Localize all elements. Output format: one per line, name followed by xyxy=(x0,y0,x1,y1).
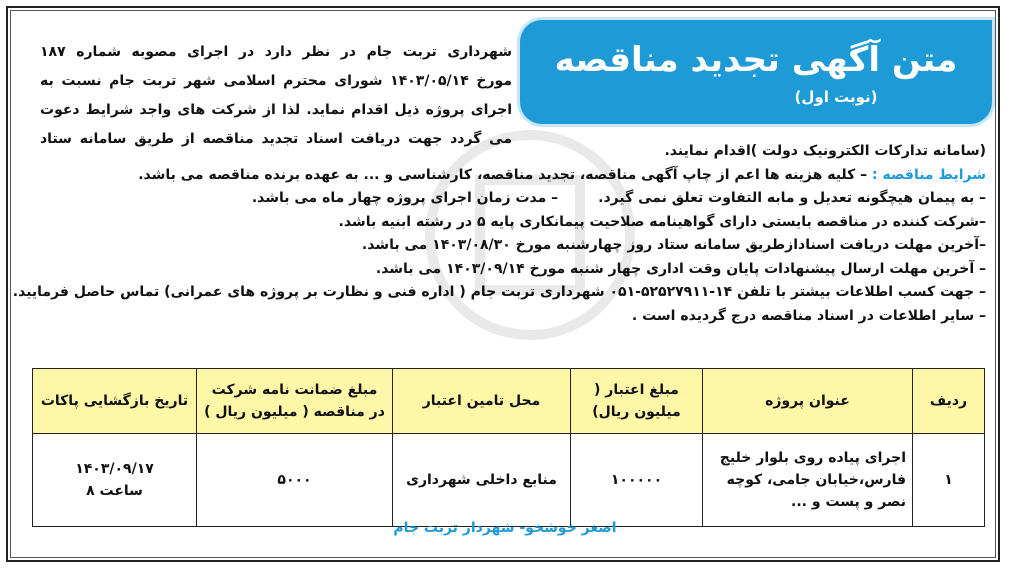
body-line xyxy=(24,187,986,211)
body-line-text: – کلیه هزینه ها اعم از چاپ آگهی مناقصه، تجدید مناقصه، کارشناسی و ... به عهده برنده مناقصه می باشد. xyxy=(138,166,868,183)
cell-opening-date xyxy=(33,434,197,527)
conditions-block xyxy=(12,140,986,328)
cell-credit-amount: ۱۰۰۰۰۰ xyxy=(571,434,703,527)
opening-date: ۱۴۰۳/۰۹/۱۷ xyxy=(75,461,154,477)
body-line: –آخرین مهلت دریافت اسنادازطریق سامانه ستاد روز چهارشنبه مورخ ۱۴۰۳/۰۸/۳۰ می باشد. xyxy=(361,237,986,253)
header-project-title: عنوان پروژه xyxy=(703,369,913,434)
title-banner xyxy=(520,20,992,124)
body-line: – آخرین مهلت ارسال پیشنهادات پایان وقت اداری چهار شنبه مورخ ۱۴۰۳/۰۹/۱۴ می باشد. xyxy=(375,260,986,277)
header-radif: ردیف xyxy=(913,369,985,434)
cell-guarantee-amount: ۵۰۰۰ xyxy=(197,434,393,527)
body-line-text: – مدت زمان اجرای پروژه چهار ماه می باشد. xyxy=(251,190,559,206)
body-line: –شرکت کننده در مناقصه بایستی دارای گواهینامه صلاحیت پیمانکاری پایه ۵ در رشته ابنیه باشد. xyxy=(338,213,986,230)
project-table xyxy=(32,368,985,527)
body-line: – جهت کسب اطلاعات بیشتر با تلفن ۱۴-۵۲۵۲۷۹۱۱-۰۵۱ شهرداری تربت جام ( اداره فنی و نظارت بر پروژه های عمرانی) تماس حاصل فرمایید. xyxy=(12,284,986,300)
intro-line: می گردد جهت دریافت اسناد تجدید مناقصه از طریق سامانه ستاد xyxy=(40,131,512,147)
header-guarantee-amount: مبلغ ضمانت نامه شرکت در مناقصه ( میلیون ریال ) xyxy=(197,369,393,434)
intro-line: مورخ ۱۴۰۳/۰۵/۱۴ شورای محترم اسلامی شهر تربت جام نسبت به xyxy=(40,73,512,89)
intro-line: اجرای پروژه ذیل اقدام نماید. لذا از شرکت های واجد شرایط دعوت xyxy=(40,102,512,118)
body-line: (سامانه تدارکات الکترونیک دولت )اقدام نمایند. xyxy=(664,143,986,159)
header-credit-amount: مبلغ اعتبار ( میلیون ریال) xyxy=(571,369,703,434)
intro-paragraph xyxy=(40,38,512,154)
cell-funding-source: منابع داخلی شهرداری xyxy=(393,434,571,527)
body-line: – سایر اطلاعات در اسناد مناقصه درج گردیده است . xyxy=(631,307,986,324)
opening-time: ساعت ۸ xyxy=(86,483,143,499)
cell-radif: ۱ xyxy=(913,434,985,527)
table-row xyxy=(33,434,985,527)
intro-line: شهرداری تربت جام در نظر دارد در اجرای مصوبه شماره ۱۸۷ xyxy=(40,44,512,60)
body-line-text: – به پیمان هیچگونه تعدیل و مابه التفاوت تعلق نمی گیرد. xyxy=(598,190,986,206)
ad-subtitle: (نوبت اول) xyxy=(794,88,878,106)
conditions-line xyxy=(24,164,986,188)
signature: اصغر خوشخو- شهردار تربت جام xyxy=(393,520,617,536)
table-header-row xyxy=(33,369,985,434)
ad-title: متن آگهی تجدید مناقصه xyxy=(554,40,958,80)
header-opening-date: تاریخ بازگشایی پاکات xyxy=(33,369,197,434)
header-funding-source: محل تامین اعتبار xyxy=(393,369,571,434)
conditions-label: شرایط مناقصه : xyxy=(872,166,986,183)
cell-project-title: اجرای پیاده روی بلوار خلیج فارس،خیابان جامی، کوچه نصر و پست و ... xyxy=(703,434,913,527)
